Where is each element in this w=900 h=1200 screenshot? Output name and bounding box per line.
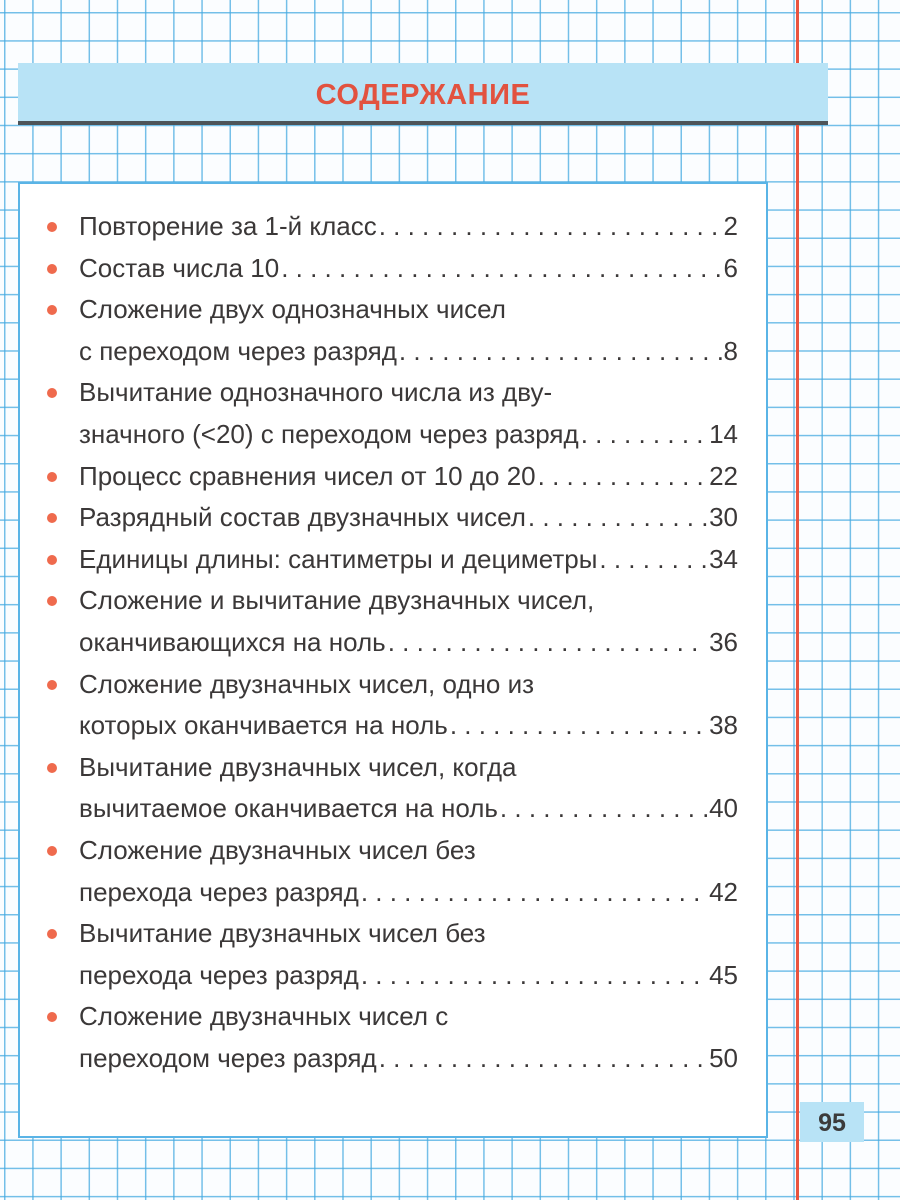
toc-page-number: 22: [709, 460, 738, 491]
toc-entry-line: [20, 289, 766, 331]
toc-entry-text: с переходом через разряд: [79, 335, 397, 366]
dot-leader: [450, 705, 707, 747]
toc-page-number: 40: [709, 793, 738, 824]
toc-entry-line: [20, 913, 766, 955]
toc-page-number: 45: [709, 959, 738, 990]
title-banner: [18, 63, 828, 125]
toc-entry-text: переходом через разряд: [79, 1042, 377, 1073]
dot-leader: [361, 872, 707, 914]
dot-leader: [581, 414, 707, 456]
dot-leader: [599, 539, 707, 581]
toc-entry-text: вычитаемое оканчивается на ноль: [79, 793, 498, 824]
toc-page-number: 2: [723, 211, 738, 241]
toc-entry-line: [20, 747, 766, 789]
toc-entry-text: Единицы длины: сантиметры и дециметры: [79, 543, 598, 574]
toc-entry-text: Сложение двузначных чисел, одно из: [79, 668, 535, 699]
toc-entry-line: [20, 497, 766, 539]
toc-entry-text: Вычитание однозначного числа из дву-: [79, 377, 553, 408]
bullet-icon: [47, 555, 57, 565]
dot-leader: [528, 497, 707, 539]
toc-entry-line: [20, 580, 766, 622]
toc-entry-text: Повторение за 1-й класс: [79, 211, 377, 241]
bullet-icon: [47, 1012, 57, 1022]
dot-leader: [281, 248, 721, 290]
toc-entry-text: Сложение двузначных чисел с: [79, 1001, 449, 1032]
toc-entry-text: Сложение двух однозначных чисел: [79, 294, 506, 325]
toc-page-number: 8: [723, 335, 738, 366]
toc-entry-line: [20, 872, 766, 914]
toc-entry-text: оканчивающихся на ноль: [79, 626, 386, 657]
toc-entry-line: [20, 788, 766, 830]
toc-entry-text: Сложение и вычитание двузначных чисел,: [79, 585, 595, 616]
toc-entry-text: Состав числа 10: [79, 252, 280, 283]
dot-leader: [538, 456, 707, 498]
page-number: 95: [800, 1102, 864, 1142]
dot-leader: [361, 955, 707, 997]
toc-entry-text: Сложение двузначных чисел без: [79, 834, 476, 865]
dot-leader: [388, 622, 707, 664]
toc-entry-line: [20, 705, 766, 747]
toc-entry-text: Вычитание двузначных чисел без: [79, 918, 486, 949]
toc-entry-text: перехода через разряд: [79, 876, 359, 907]
dot-leader: [399, 331, 722, 373]
bullet-icon: [47, 929, 57, 939]
toc-page-number: 36: [709, 626, 738, 657]
dot-leader: [379, 206, 722, 248]
page-title: СОДЕРЖАНИЕ: [315, 79, 531, 111]
toc-entry-text: Вычитание двузначных чисел, когда: [79, 751, 517, 782]
toc-entry-line: [20, 456, 766, 498]
toc-entry-text: которых оканчивается на ноль: [79, 710, 448, 741]
toc-page-number: 6: [723, 252, 738, 283]
dot-leader: [500, 788, 707, 830]
toc-page-number: 38: [709, 710, 738, 741]
toc-page-number: 14: [709, 418, 738, 449]
toc-page-number: 50: [709, 1042, 738, 1073]
bullet-icon: [47, 513, 57, 523]
toc-entry-line: [20, 414, 766, 456]
toc-entry-line: [20, 622, 766, 664]
contents-box: [18, 182, 768, 1138]
bullet-icon: [47, 596, 57, 606]
toc-entry-line: [20, 664, 766, 706]
bullet-icon: [47, 305, 57, 315]
toc-list: [20, 206, 766, 1079]
bullet-icon: [47, 763, 57, 773]
toc-entry-line: [20, 206, 766, 248]
toc-page-number: 30: [709, 502, 738, 533]
toc-entry-line: [20, 996, 766, 1038]
toc-entry-text: Разрядный состав двузначных чисел: [79, 502, 526, 533]
margin-line: [796, 0, 799, 1200]
toc-entry-text: Процесс сравнения чисел от 10 до 20: [79, 460, 536, 491]
toc-entry-line: [20, 248, 766, 290]
bullet-icon: [47, 222, 57, 232]
toc-entry-line: [20, 955, 766, 997]
dot-leader: [379, 1038, 707, 1080]
bullet-icon: [47, 680, 57, 690]
toc-page-number: 42: [709, 876, 738, 907]
toc-entry-line: [20, 372, 766, 414]
toc-entry-line: [20, 830, 766, 872]
toc-entry-line: [20, 331, 766, 373]
bullet-icon: [47, 472, 57, 482]
toc-entry-line: [20, 1038, 766, 1080]
toc-entry-text: значного (<20) с переходом через разряд: [79, 418, 579, 449]
toc-entry-text: перехода через разряд: [79, 959, 359, 990]
bullet-icon: [47, 388, 57, 398]
bullet-icon: [47, 846, 57, 856]
toc-entry-line: [20, 539, 766, 581]
toc-page-number: 34: [709, 543, 738, 574]
bullet-icon: [47, 264, 57, 274]
